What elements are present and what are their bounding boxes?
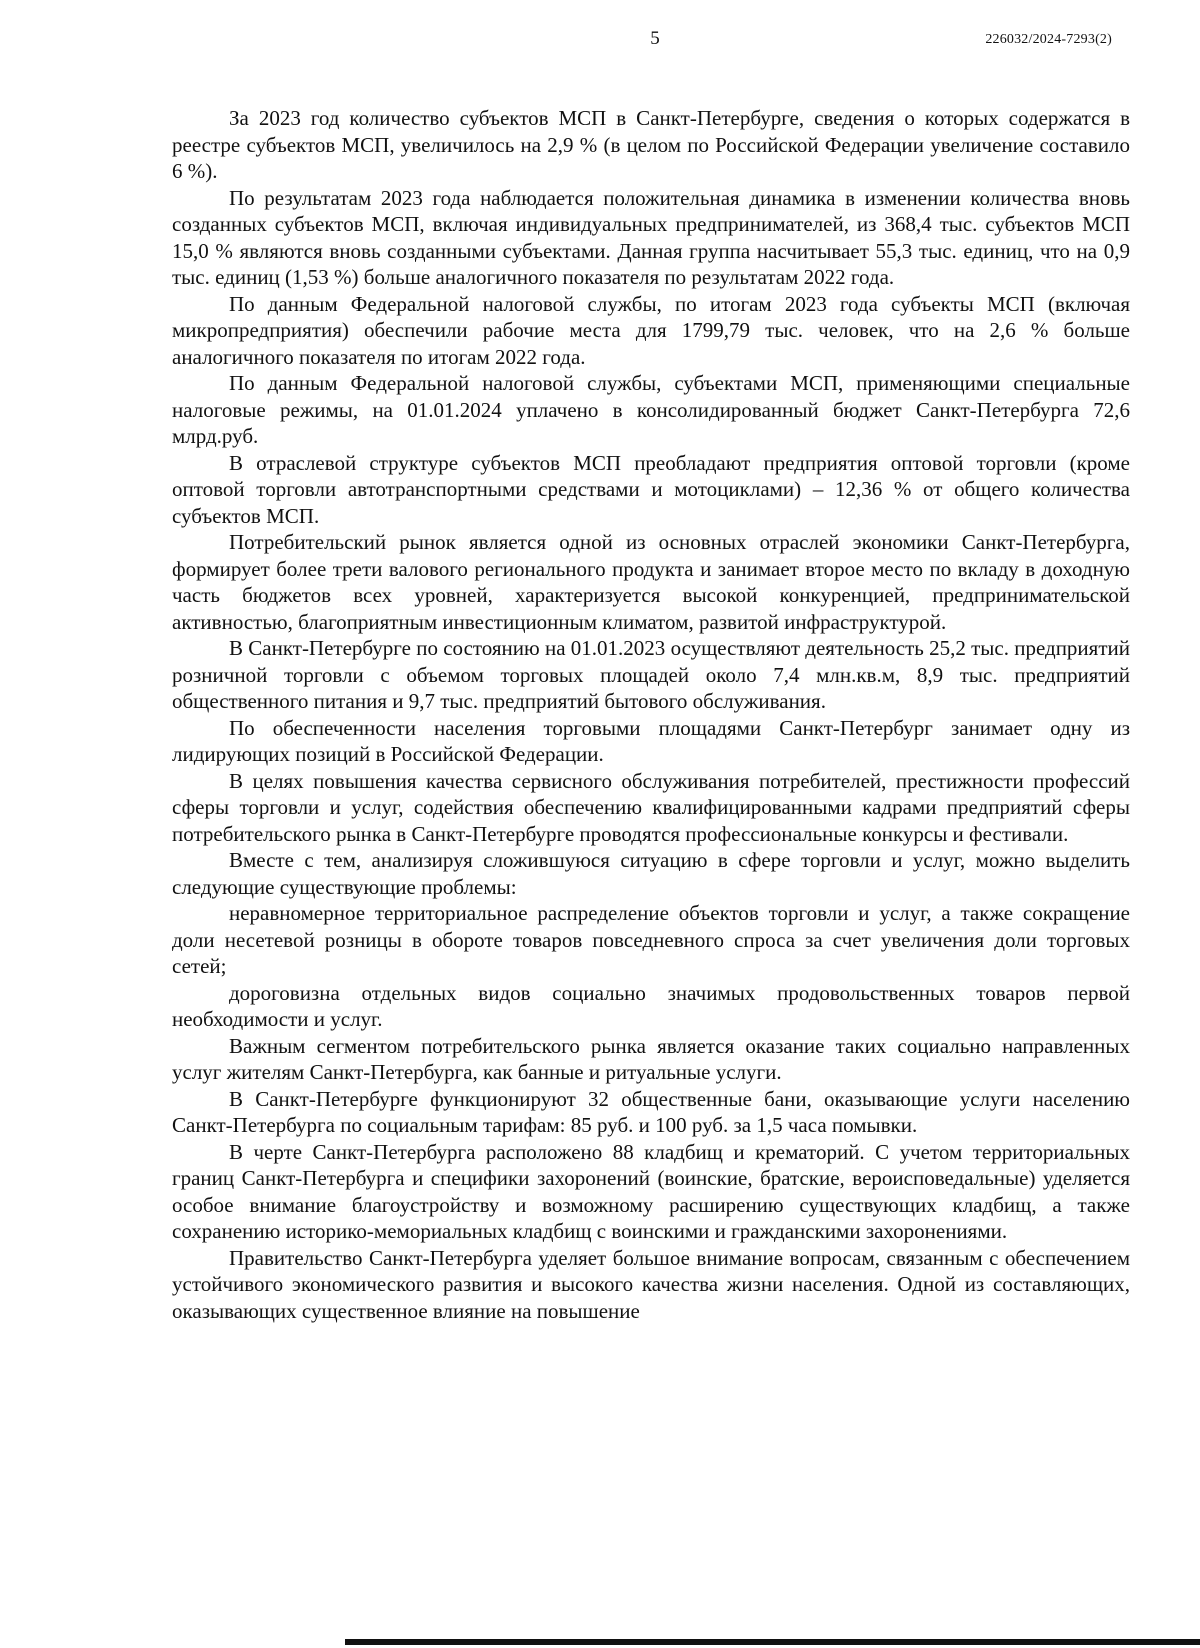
paragraph: Правительство Санкт-Петербурга уделяет большое внимание вопросам, связанным с обеспечением устойчивого экономического развития и высокого качества жизни населения. Одной из составляющих, оказывающих существенное влияние на повышение — [172, 1245, 1130, 1323]
paragraph: Вместе с тем, анализируя сложившуюся ситуацию в сфере торговли и услуг, можно выделить следующие существующие проблемы: — [172, 848, 1130, 899]
paragraph: За 2023 год количество субъектов МСП в Санкт-Петербурге, сведения о которых содержатся в реестре субъектов МСП, увеличилось на 2,9 % (в целом по Российской Федерации увеличение составило 6 %). — [172, 106, 1130, 183]
document-body — [172, 105, 1130, 1324]
paragraph: В Санкт-Петербурге функционируют 32 общественные бани, оказывающие услуги населению Санкт-Петербурга по социальным тарифам: 85 руб. и 100 руб. за 1,5 часа помывки. — [172, 1086, 1130, 1137]
paragraph: дороговизна отдельных видов социально значимых продовольственных товаров первой необходимости и услуг. — [172, 980, 1130, 1031]
document-number: 226032/2024-7293(2) — [985, 32, 1112, 47]
paragraph: По обеспеченности населения торговыми площадями Санкт-Петербург занимает одну из лидирующих позиций в Российской Федерации. — [172, 715, 1130, 766]
footer-rule — [345, 1639, 1200, 1645]
paragraph: неравномерное территориальное распределение объектов торговли и услуг, а также сокращение доли несетевой розницы в обороте товаров повседневного спроса за счет увеличения доли торговых сетей; — [172, 901, 1130, 978]
paragraph: В отраслевой структуре субъектов МСП преобладают предприятия оптовой торговли (кроме оптовой торговли автотранспортными средствами и мотоциклами) – 12,36 % от общего количества субъектов МСП. — [172, 450, 1130, 528]
paragraph: Важным сегментом потребительского рынка является оказание таких социально направленных услуг жителям Санкт-Петербурга, как банные и ритуальные услуги. — [172, 1033, 1130, 1084]
paragraph: По данным Федеральной налоговой службы, субъектами МСП, применяющими специальные налоговые режимы, на 01.01.2024 уплачено в консолидированный бюджет Санкт-Петербурга 72,6 млрд.руб. — [172, 371, 1130, 448]
paragraph: По результатам 2023 года наблюдается положительная динамика в изменении количества вновь созданных субъектов МСП, включая индивидуальных предпринимателей, из 368,4 тыс. субъектов МСП 15,0 % являются вновь созданными субъектами. Данная группа насчитывает 55,3 тыс. единиц, что на 0,9 тыс. единиц (1,53 %) больше аналогичного показателя по результатам 2022 года. — [172, 185, 1130, 289]
paragraph: В черте Санкт-Петербурга расположено 88 кладбищ и крематорий. С учетом территориальных границ Санкт-Петербурга и специфики захоронений (воинские, братские, вероисповедальные) уделяется особое внимание благоустройству и возможному расширению существующих кладбищ, а также сохранению историко-мемориальных кладбищ с воинскими и гражданскими захоронениями. — [172, 1139, 1130, 1243]
paragraph: Потребительский рынок является одной из основных отраслей экономики Санкт-Петербурга, формирует более трети валового регионального продукта и занимает второе место по вкладу в доходную часть бюджетов всех уровней, характеризуется высокой конкуренцией, предпринимательской активностью, благоприятным инвестиционным климатом, развитой инфраструктурой. — [172, 530, 1130, 634]
page-number: 5 — [650, 28, 660, 49]
paragraph: По данным Федеральной налоговой службы, по итогам 2023 года субъекты МСП (включая микропредприятия) обеспечили рабочие места для 1799,79 тыс. человек, что на 2,6 % больше аналогичного показателя по итогам 2022 года. — [172, 291, 1130, 369]
paragraph: В целях повышения качества сервисного обслуживания потребителей, престижности профессий сферы торговли и услуг, содействия обеспечению квалифицированными кадрами предприятий сферы потребительского рынка в Санкт-Петербурге проводятся профессиональные конкурсы и фестивали. — [172, 768, 1130, 846]
paragraph: В Санкт-Петербурге по состоянию на 01.01.2023 осуществляют деятельность 25,2 тыс. предприятий розничной торговли с объемом торговых площадей около 7,4 млн.кв.м, 8,9 тыс. предприятий общественного питания и 9,7 тыс. предприятий бытового обслуживания. — [172, 636, 1130, 713]
